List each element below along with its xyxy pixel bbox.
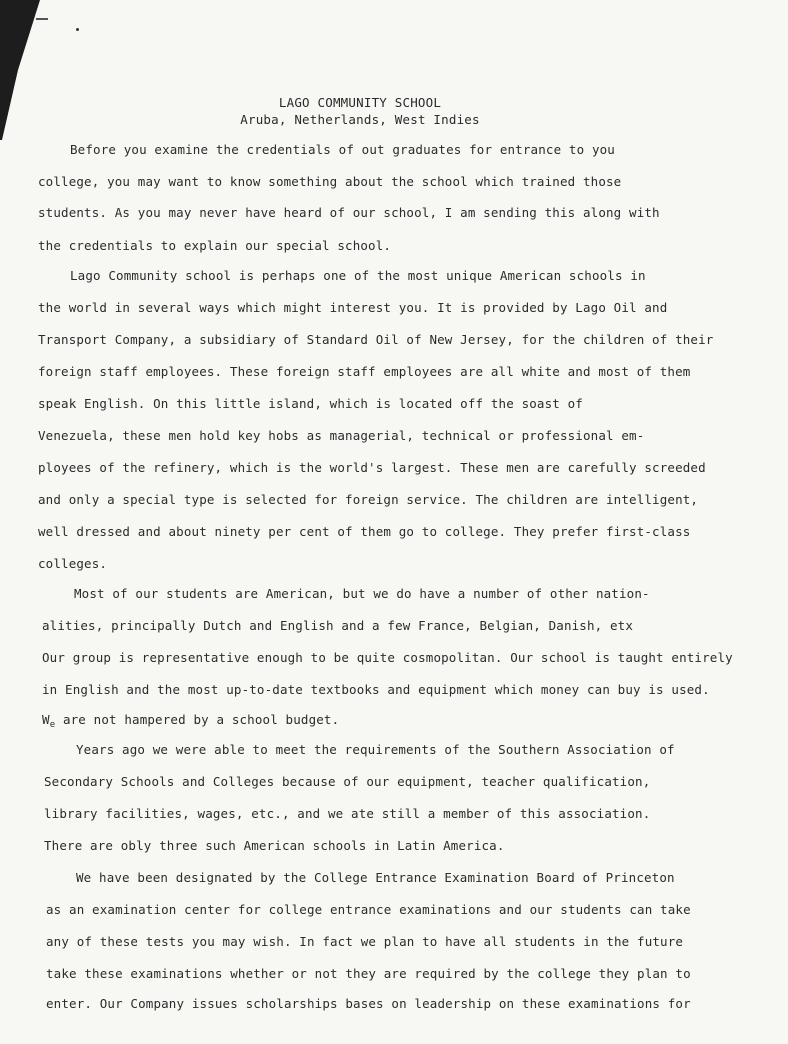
body-line: Years ago we were able to meet the requirements of the Southern Association of (76, 742, 675, 757)
typed-we: $W_e$ (42, 712, 56, 730)
body-line: any of these tests you may wish. In fact we plan to have all students in the future (46, 934, 684, 949)
body-line: students. As you may never have heard of our school, I am sending this along with (38, 205, 660, 220)
body-line: alities, principally Dutch and English and a few France, Belgian, Danish, etx (42, 618, 634, 633)
body-line: Before you examine the credentials of out graduates for entrance to you (70, 142, 615, 157)
body-line: foreign staff employees. These foreign staff employees are all white and most of them (38, 364, 691, 379)
body-line: the credentials to explain our special school. (38, 238, 392, 253)
body-line: Our group is representative enough to be quite cosmopolitan. Our school is taught entirely (42, 650, 733, 665)
body-line: college, you may want to know something about the school which trained those (38, 174, 622, 189)
body-line: and only a special type is selected for foreign service. The children are intelligent, (38, 492, 699, 507)
body-line: as an examination center for college entrance examinations and our students can take (46, 902, 691, 917)
body-line: Secondary Schools and Colleges because of our equipment, teacher qualification, (44, 774, 651, 789)
school-location-heading: Aruba, Netherlands, West Indies (240, 112, 480, 127)
body-line: library facilities, wages, etc., and we ate still a member of this association. (44, 806, 651, 821)
body-line: Venezuela, these men hold key hobs as managerial, technical or professional em- (38, 428, 645, 443)
body-line: the world in several ways which might interest you. It is provided by Lago Oil and (38, 300, 668, 315)
body-line: speak English. On this little island, which is located off the soast of (38, 396, 583, 411)
school-name-heading: LAGO COMMUNITY SCHOOL (278, 95, 442, 110)
body-line: There are obly three such American schools in Latin America. (44, 838, 505, 853)
body-line-we: $W_e$ are not hampered by a school budget. (42, 712, 340, 730)
body-line: Transport Company, a subsidiary of Standard Oil of New Jersey, for the children of their (38, 332, 714, 347)
body-line: We have been designated by the College Entrance Examination Board of Princeton (76, 870, 675, 885)
body-line: take these examinations whether or not they are required by the college they plan to (46, 966, 691, 981)
body-line: in English and the most up-to-date textbooks and equipment which money can buy is used. (42, 682, 710, 697)
body-line: ployees of the refinery, which is the world's largest. These men are carefully screeded (38, 460, 706, 475)
body-line: Lago Community school is perhaps one of the most unique American schools in (70, 268, 646, 283)
scan-mark (36, 18, 48, 20)
scan-speck (76, 28, 79, 31)
body-line: well dressed and about ninety per cent of them go to college. They prefer first-class (38, 524, 691, 539)
body-line: Most of our students are American, but we do have a number of other nation- (74, 586, 650, 601)
body-line: enter. Our Company issues scholarships bases on leadership on these examinations for (46, 996, 691, 1011)
body-line: colleges. (38, 556, 108, 571)
